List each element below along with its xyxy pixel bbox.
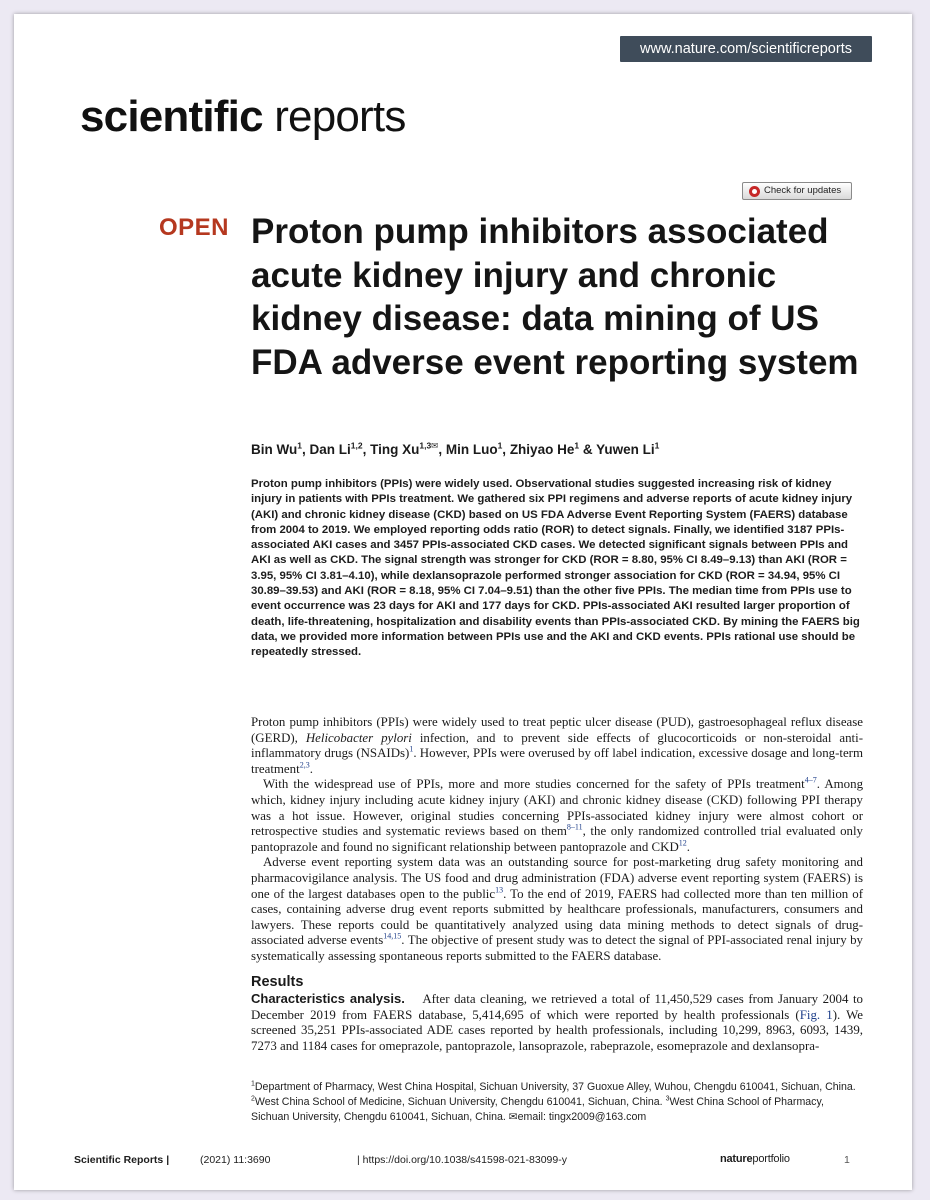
citation-link[interactable]: 1 — [409, 744, 414, 754]
citation-link[interactable]: 4–7 — [804, 776, 817, 786]
pdf-page — [14, 14, 912, 1190]
paragraph: Adverse event reporting system data was an outstanding source for post-marketing drug safety monitoring and pharmacovigilance analysis. The US food and drug administration (FDA) adverse event reporting system (FAERS) is one of the largest databases open to the public$^{13}$. To the end of 2019, FAERS had collected more than ten million of cases, containing adverse drug event reports submitted by healthcare professionals, manufacturers, consumers and lawyers. These reports could be quantitatively analyzed using data mining methods to detect signals of drug-associated adverse events$^{14,15}$. The objective of present study was to detect the signal of PPI-associated renal injury by systematically assessing spontaneous reports submitted to the FAERS database. — [251, 855, 864, 963]
page-footer — [14, 1148, 912, 1174]
page-number: 1 — [844, 1154, 850, 1166]
open-access-label: OPEN — [159, 214, 230, 241]
author[interactable]: Yuwen Li$^1$ — [596, 440, 660, 457]
publisher-logo: natureportfolio — [720, 1153, 790, 1165]
author[interactable]: Dan Li$^{1,2}$ — [309, 440, 363, 457]
article-title: Proton pump inhibitors associated acute kidney injury and chronic kidney disease: data mining of US FDA adverse event reporting system — [251, 212, 859, 382]
author-list: Bin Wu$^1$, Dan Li$^{1,2}$, Ting $Xu^{1,3✉}$, Min Luo$^1$, Zhiyao He$^1$ & Yuwen Li$^1$ — [251, 440, 660, 457]
check-updates-label: Check for updates — [764, 185, 842, 196]
paragraph: With the widespread use of PPIs, more and more studies concerned for the safety of PPIs treatment$^{4-7}$. Among which, kidney injury including acute kidney injury (AKI) and chronic kidney disease (CKD) following PPI therapy was a hot issue. However, original studies concerning PPIs-associated kidney injury were almost cohort or retrospective studies and systematic reviews based on them$^{8-11}$, the only randomized controlled trial evaluated only pantoprazole and found no significant relationship between pantoprazole and CKD$^{12}$. — [251, 776, 864, 854]
citation-link[interactable]: 13 — [495, 885, 504, 895]
citation-link[interactable]: 14,15 — [383, 932, 402, 942]
results-heading: Results — [251, 974, 304, 990]
footer-issue: (2021) 11:3690 — [200, 1154, 271, 1166]
subsection-heading: Characteristics analysis. — [251, 991, 405, 1006]
citation-link[interactable]: 8–11 — [566, 822, 583, 832]
paragraph: Proton pump inhibitors (PPIs) were widely used to treat peptic ulcer disease (PUD), gastroesophageal reflux disease (GERD), Helicobacter pylori infection, and to prevent side effects of glucocorticoids or non-steroidal anti-inflammatory drugs (NSAIDs)$^1$. However, PPIs were overused by off label indication, excessive dosage and long-term treatment$^{2,3}$. — [251, 715, 863, 776]
author[interactable]: Min Luo$^1$ — [445, 440, 503, 457]
author[interactable]: Ting $Xu^{1,3✉}$ — [370, 440, 439, 457]
results-paragraph: Characteristics analysis. After data cleaning, we retrieved a total of 11,450,529 cases from January 2004 to December 2019 from FAERS database, 5,414,695 of which were reported by health professionals (Fig. 1). We screened 35,251 PPIs-associated ADE cases reported by health professionals, including 10,299, 8963, 6093, 1439, 7273 and 1184 cases for omeprazole, pantoprazole, lansoprazole, rabeprazole, esomeprazole and dexlansopra- — [251, 991, 863, 1053]
doi-link[interactable]: | https://doi.org/10.1038/s41598-021-83099-y — [357, 1154, 567, 1166]
footer-journal: Scientific Reports | — [74, 1154, 170, 1166]
top-bar — [14, 14, 912, 58]
citation-link[interactable]: 2,3 — [299, 760, 310, 770]
citation-link[interactable]: 12 — [678, 838, 687, 848]
journal-logo: scientific reports — [80, 92, 406, 141]
abstract: Proton pump inhibitors (PPIs) were widely used. Observational studies suggested increasing risk of kidney injury in patients with PPIs treatment. We gathered six PPI regimens and adverse reports of acute kidney injury (AKI) and chronic kidney disease (CKD) based on US FDA Adverse Event Reporting System (FAERS) database from 2004 to 2019. We employed reporting odds ratio (ROR) to detect signals. Finally, we identified 3187 PPIs-associated AKI cases and 3457 PPIs-associated CKD cases. We detected significant signals between PPIs and AKI as well as CKD. The signal strength was stronger for CKD (ROR = 8.80, 95% CI 8.49–9.13) than AKI (ROR = 3.95, 95% CI 3.81–4.10), while dexlansoprazole performed stronger association for CKD (ROR = 34.94, 95% CI 30.89–39.53) and AKI (ROR = 8.18, 95% CI 7.04–9.51) than the other five PPIs. The median time from PPIs use to event occurrence was 23 days for AKI and 177 days for CKD. PPIs-associated AKI resulted larger proportion of death, life-threatening, hospitalization and disability events than PPIs-associated CKD. By mining the FAERS big data, we provided more information between PPIs use and the AKI and CKD events. PPIs rational use should be repeatedly stressed. — [251, 478, 860, 659]
figure-link[interactable]: Fig. 1 — [799, 1007, 833, 1022]
affiliations: $^1$Department of Pharmacy, West China Hospital, Sichuan University, 37 Guoxue Alley, Wuhou, Chengdu 610041, Sichuan, China. $^2$West China School of Medicine, Sichuan University, Chengdu 610041, Sichuan, China. $^3$West China School of Pharmacy, Sichuan University, Chengdu 610041, Sichuan, China. ✉email: tingx2009@163.com — [251, 1080, 856, 1124]
introduction — [251, 715, 863, 965]
journal-url[interactable]: www.nature.com/scientificreports — [620, 36, 872, 62]
email-link[interactable]: ✉email: tingx2009@163.com — [508, 1111, 647, 1124]
author[interactable]: Zhiyao He$^1$ — [509, 440, 580, 457]
check-for-updates-button[interactable] — [742, 182, 852, 200]
author[interactable]: Bin Wu$^1$ — [251, 440, 302, 457]
crossmark-icon — [749, 186, 760, 197]
